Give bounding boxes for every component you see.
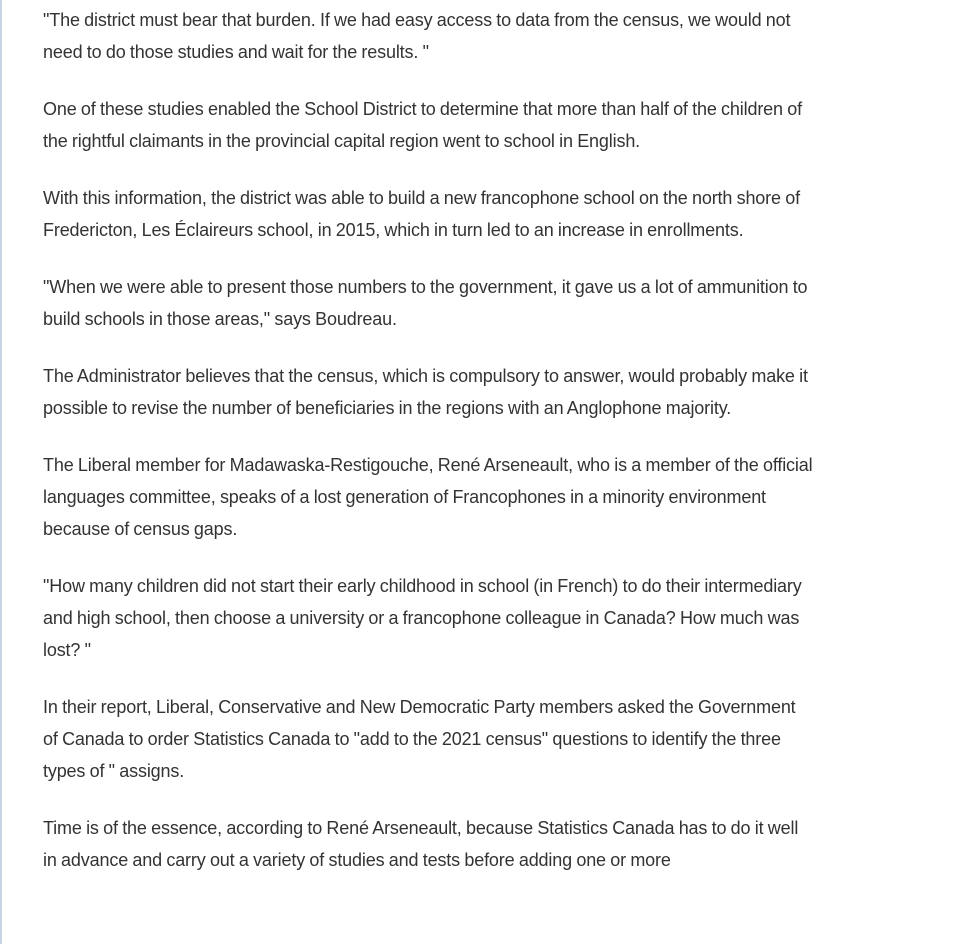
article-paragraph: Time is of the essence, according to René Arseneault, because Statistics Canada has to do it well in advance and carry out a variety of studies and tests before adding one or more xyxy=(43,818,799,870)
article-paragraph: With this information, the district was able to build a new francophone school on the north shore of Fredericton, Les Éclaireurs school, in 2015, which in turn led to an increase in enrollments. xyxy=(43,188,800,240)
left-border-line xyxy=(0,0,2,944)
article-body xyxy=(43,4,813,901)
article-paragraph: The Liberal member for Madawaska-Restigouche, René Arseneault, who is a member of the official languages committee, speaks of a lost generation of Francophones in a minority environment because of census gaps. xyxy=(43,455,813,539)
article-paragraph: The Administrator believes that the census, which is compulsory to answer, would probably make it possible to revise the number of beneficiaries in the regions with an Anglophone majority. xyxy=(43,366,808,418)
article-paragraph: In their report, Liberal, Conservative and New Democratic Party members asked the Government of Canada to order Statistics Canada to "add to the 2021 census" questions to identify the three types of " assigns. xyxy=(43,697,796,781)
article-paragraph: "The district must bear that burden. If we had easy access to data from the census, we would not need to do those studies and wait for the results. " xyxy=(43,10,791,62)
article-paragraph: "How many children did not start their early childhood in school (in French) to do their intermediary and high school, then choose a university or a francophone colleague in Canada? How much was lost? " xyxy=(43,576,802,660)
article-paragraph: "When we were able to present those numbers to the government, it gave us a lot of ammunition to build schools in those areas," says Boudreau. xyxy=(43,277,808,329)
article-paragraph: One of these studies enabled the School District to determine that more than half of the children of the rightful claimants in the provincial capital region went to school in English. xyxy=(43,99,802,151)
